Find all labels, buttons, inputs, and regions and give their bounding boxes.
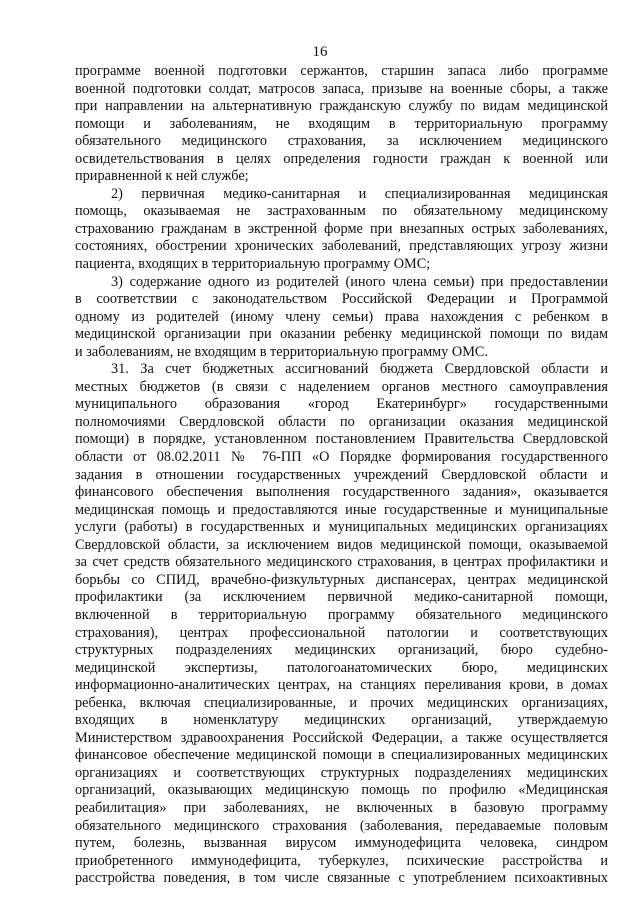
text-line: реабилитация» при заболеваниях, не включенных в базовую программу (75, 799, 608, 816)
text-line: одному из родителей (иному члену семьи) права нахождения с ребенком в (75, 308, 608, 325)
text-line: при направлении на альтернативную гражданскую службу по видам медицинской (75, 98, 608, 115)
text-line: программе военной подготовки сержантов, старшин запаса либо программе (75, 63, 608, 79)
text-line: ребенка, включая специализированные, и прочих медицинских организациях, (75, 694, 608, 711)
text-line: включенной в территориальную программу обязательного медицинского (75, 606, 608, 623)
text-line: состояниях, обострении хронических заболеваний, представляющих угрозу жизни (75, 238, 608, 255)
text-line: муниципального образования «город Екатеринбург» государственными (75, 396, 608, 413)
text-line: области от 08.02.2011 № 76-ПП «О Порядке формирования государственного (75, 449, 608, 466)
text-line: организациях и соответствующих структурных подразделениях медицинских (75, 764, 608, 781)
text-line: в соответствии с законодательством Российской Федерации и Программой (75, 291, 608, 308)
text-line: помощь, оказываемая не застрахованным по обязательному медицинскому (75, 203, 608, 220)
text-line: за счет средств обязательного медицинского страхования, в центрах профилактики и (75, 554, 608, 571)
text-line: пациента, входящих в территориальную программу ОМС; (75, 256, 431, 273)
text-line: медицинская помощь и предоставляются иные государственные и муниципальные (75, 501, 608, 518)
text-line: организаций, оказывающих медицинскую помощь по профилю «Медицинская (75, 782, 608, 799)
text-line: 3) содержание одного из родителей (иного члена семьи) при предоставлении (111, 273, 608, 290)
text-line: Министерством здравоохранения Российской Федерации, а также осуществляется (75, 729, 608, 746)
text-line: задания в отношении государственных учреждений Свердловской области и (75, 466, 608, 483)
text-line: медицинской организации при оказании ребенку медицинской помощи по видам (75, 326, 608, 343)
text-line: профилактики (за исключением первичной медико-санитарной помощи, (75, 589, 608, 606)
text-line: страхованию гражданам в экстренной форме при внезапных острых заболеваниях, (75, 220, 608, 237)
text-line: военной подготовки солдат, матросов запаса, призыве на военные сборы, а также (75, 80, 608, 97)
document-body (75, 63, 608, 888)
text-line: приравненной к ней службе; (75, 168, 249, 185)
text-line: 31. За счет бюджетных ассигнований бюджета Свердловской области и (111, 361, 608, 378)
text-line: услуги (работы) в государственных и муниципальных медицинских организациях (75, 519, 608, 536)
text-line: обязательного медицинского страхования (заболевания, передаваемые половым (75, 817, 608, 834)
text-line: расстройства поведения, в том числе связанные с употреблением психоактивных (75, 870, 608, 887)
page-number: 16 (312, 44, 328, 60)
text-line: полномочиями Свердловской области по организации оказания медицинской (75, 413, 608, 430)
text-line: и заболеваниям, не входящим в территориальную программу ОМС. (75, 343, 489, 360)
text-line: обязательного медицинского страхования, за исключением медицинского (75, 133, 608, 150)
text-line: путем, болезнь, вызванная вирусом иммунодефицита человека, синдром (75, 835, 608, 852)
text-line: местных бюджетов (в связи с наделением органов местного самоуправления (75, 378, 608, 395)
text-line: финансовое обеспечение медицинской помощи в специализированных медицинских (75, 747, 608, 764)
text-line: страхования), центрах профессиональной патологии и соответствующих (75, 624, 608, 641)
text-line: помощи) в порядке, установленном постановлением Правительства Свердловской (75, 431, 608, 448)
text-line: Свердловской области, за исключением видов медицинской помощи, оказываемой (75, 536, 608, 553)
text-line: информационно-аналитических центрах, на станциях переливания крови, в домах (75, 677, 608, 694)
text-line: борьбы со СПИД, врачебно-физкультурных диспансерах, центрах медицинской (75, 571, 608, 588)
text-line: входящих в номенклатуру медицинских организаций, утверждаемую (75, 712, 608, 729)
text-line: структурных подразделениях медицинских организаций, бюро судебно- (75, 642, 608, 659)
text-line: финансового обеспечения выполнения государственного задания», оказывается (75, 484, 608, 501)
text-line: медицинской экспертизы, патологоанатомических бюро, медицинских (75, 659, 608, 676)
text-line: освидетельствования в целях определения годности граждан к военной или (75, 150, 608, 167)
text-line: помощи и заболеваниям, не входящим в территориальную программу (75, 115, 608, 132)
text-line: 2) первичная медико-санитарная и специализированная медицинская (111, 185, 608, 202)
text-line: приобретенного иммунодефицита, туберкулез, психические расстройства и (75, 852, 608, 869)
